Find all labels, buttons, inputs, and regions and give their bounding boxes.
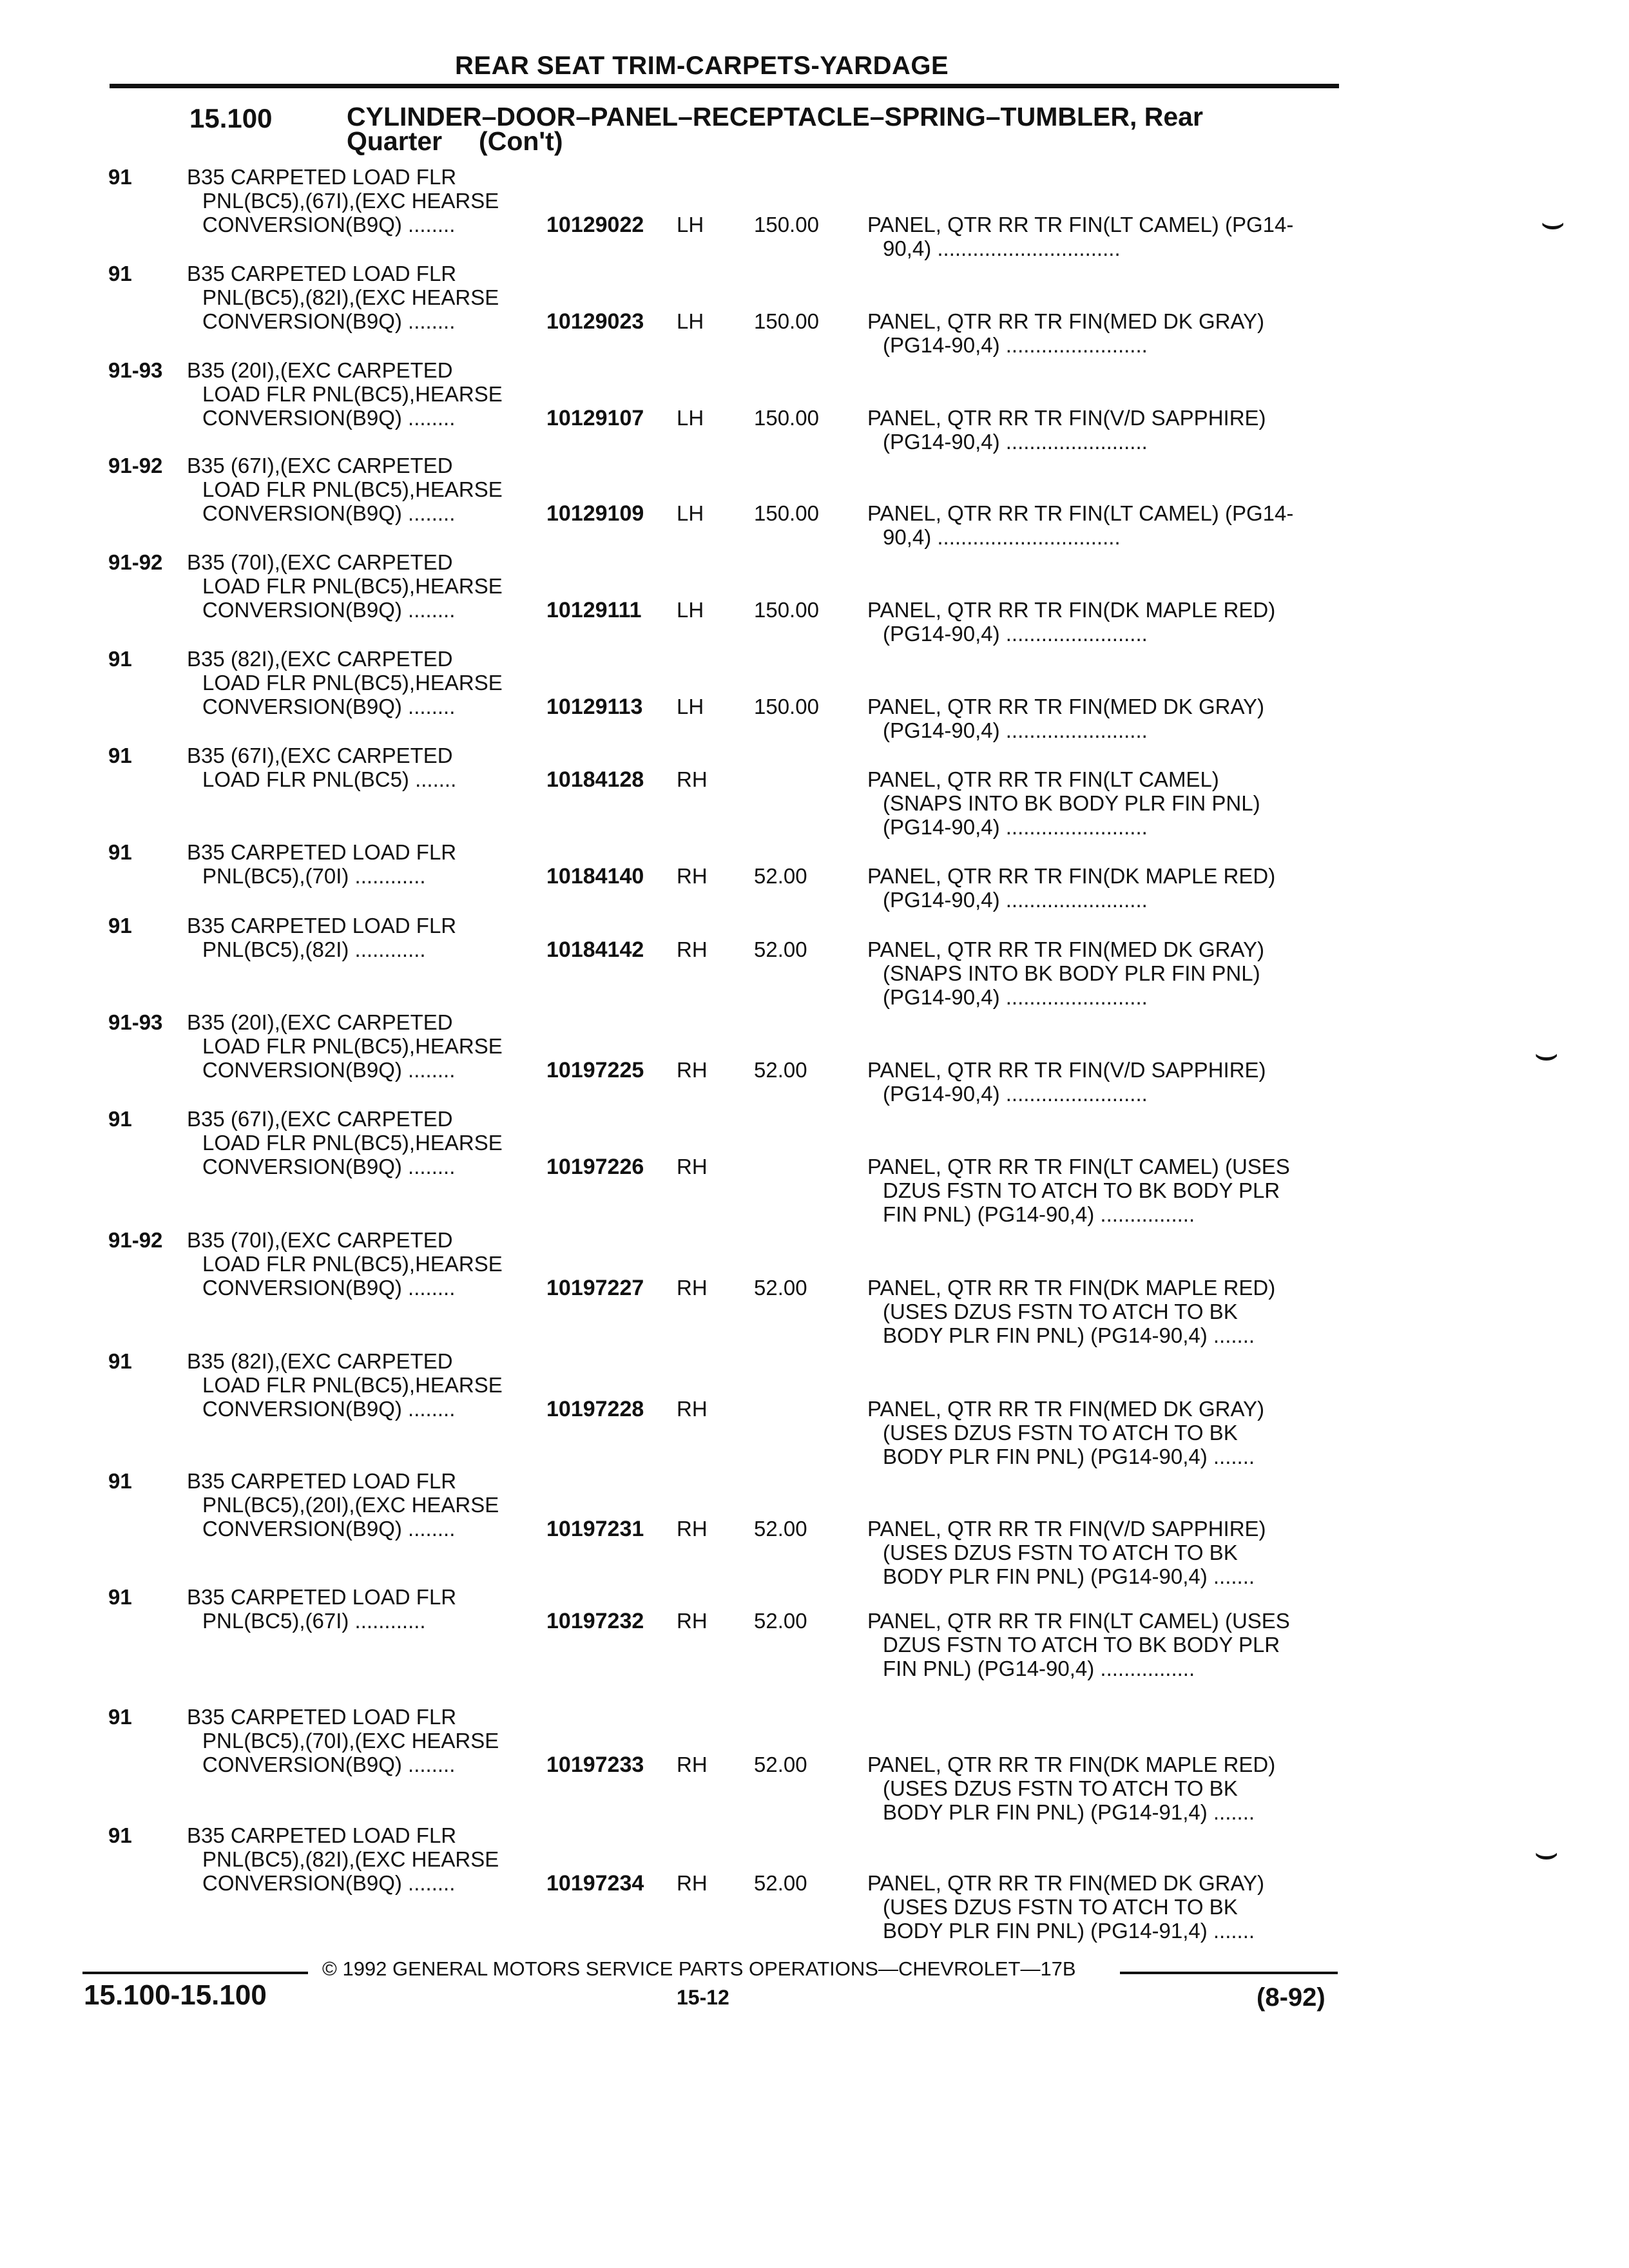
entry-description (187, 1585, 548, 1633)
part-detail-line: (USES DZUS FSTN TO ATCH TO BK (883, 1895, 1238, 1919)
part-detail-line: PANEL, QTR RR TR FIN(LT CAMEL) (PG14- (867, 501, 1294, 525)
part-detail-line: (PG14-90,4) ........................ (883, 1082, 1148, 1106)
part-detail-description (867, 1609, 1344, 1680)
entry-description-line: B35 CARPETED LOAD FLR (187, 914, 457, 937)
entry-year: 91 (108, 647, 132, 671)
entry-description-line: PNL(BC5),(82I),(EXC HEARSE (202, 1847, 499, 1871)
entry-description (187, 165, 548, 236)
price: 150.00 (754, 695, 819, 718)
entry-description-line: B35 (67I),(EXC CARPETED (187, 744, 453, 767)
side-code: RH (677, 864, 708, 888)
entry-description-line: B35 (67I),(EXC CARPETED (187, 1107, 453, 1131)
section-title-line1: CYLINDER–DOOR–PANEL–RECEPTACLE–SPRING–TUMBLER, Rear (347, 102, 1203, 131)
part-detail-line: PANEL, QTR RR TR FIN(MED DK GRAY) (867, 1871, 1265, 1895)
part-detail-line: PANEL, QTR RR TR FIN(LT CAMEL) (USES (867, 1609, 1290, 1633)
part-detail-description (867, 1155, 1344, 1226)
part-number: 10197227 (546, 1276, 644, 1300)
entry-year: 91-93 (108, 358, 163, 382)
part-detail-line: (SNAPS INTO BK BODY PLR FIN PNL) (883, 791, 1260, 815)
part-detail-description (867, 1753, 1344, 1824)
entry-description-line: B35 (70I),(EXC CARPETED (187, 550, 453, 574)
entry-description-line: B35 CARPETED LOAD FLR (187, 165, 457, 189)
side-code: LH (677, 501, 704, 525)
entry-description (187, 1010, 548, 1082)
part-number: 10129113 (546, 695, 643, 719)
part-number: 10184142 (546, 937, 644, 962)
entry-description-line: PNL(BC5),(82I) ............ (202, 937, 426, 961)
part-detail-line: (USES DZUS FSTN TO ATCH TO BK (883, 1300, 1238, 1323)
entry-description (187, 1107, 548, 1178)
entry-year: 91-93 (108, 1010, 163, 1034)
entry-year: 91 (108, 1469, 132, 1493)
side-code: LH (677, 406, 704, 430)
part-detail-line: DZUS FSTN TO ATCH TO BK BODY PLR (883, 1633, 1280, 1657)
entry-description-line: B35 CARPETED LOAD FLR (187, 1469, 457, 1493)
entry-description-line: CONVERSION(B9Q) ........ (202, 598, 456, 622)
entry-description-line: B35 CARPETED LOAD FLR (187, 1705, 457, 1729)
footer-copyright: © 1992 GENERAL MOTORS SERVICE PARTS OPERATIONS—CHEVROLET—17B (322, 1957, 1076, 1980)
price: 150.00 (754, 598, 819, 622)
price: 52.00 (754, 937, 807, 961)
section-title (347, 102, 1313, 156)
entry-description-line: CONVERSION(B9Q) ........ (202, 1753, 456, 1776)
part-number: 10184140 (546, 864, 644, 889)
entry-description-line: CONVERSION(B9Q) ........ (202, 1058, 456, 1082)
price: 52.00 (754, 1753, 807, 1776)
entry-description-line: PNL(BC5),(20I),(EXC HEARSE (202, 1493, 499, 1517)
part-detail-line: BODY PLR FIN PNL) (PG14-90,4) ....... (883, 1323, 1255, 1347)
entry-description-line: CONVERSION(B9Q) ........ (202, 1276, 456, 1300)
entry-description (187, 358, 548, 430)
part-detail-line: (PG14-90,4) ........................ (883, 622, 1148, 646)
side-code: LH (677, 309, 704, 333)
part-number: 10197228 (546, 1397, 644, 1421)
part-detail-line: BODY PLR FIN PNL) (PG14-90,4) ....... (883, 1564, 1255, 1588)
entry-year: 91 (108, 1823, 132, 1847)
entry-description-line: CONVERSION(B9Q) ........ (202, 406, 456, 430)
part-detail-description (867, 406, 1344, 454)
part-detail-line: PANEL, QTR RR TR FIN(DK MAPLE RED) (867, 864, 1276, 888)
entry-description-line: B35 (82I),(EXC CARPETED (187, 647, 453, 671)
entry-year: 91 (108, 1585, 132, 1609)
footer-rule-right (1120, 1972, 1338, 1974)
entry-description-line: PNL(BC5),(70I) ............ (202, 864, 426, 888)
header-rule (110, 84, 1339, 88)
price: 52.00 (754, 864, 807, 888)
entry-description-line: B35 (20I),(EXC CARPETED (187, 358, 453, 382)
section-title-line2: Quarter (Con't) (347, 126, 563, 156)
part-number: 10129111 (546, 598, 642, 622)
entry-description (187, 1705, 548, 1776)
part-detail-line: (PG14-90,4) ........................ (883, 985, 1148, 1009)
part-detail-line: PANEL, QTR RR TR FIN(LT CAMEL) (867, 767, 1219, 791)
entry-year: 91 (108, 1107, 132, 1131)
entry-description (187, 914, 548, 961)
footer-page-number: 15-12 (677, 1986, 729, 2009)
binder-check-mark: ⌣ (1540, 200, 1566, 244)
part-detail-description (867, 1058, 1344, 1106)
entry-description-line: LOAD FLR PNL(BC5),HEARSE (202, 382, 503, 406)
part-detail-line: 90,4) ............................... (883, 525, 1121, 549)
footer-section-range: 15.100-15.100 (84, 1979, 267, 2011)
side-code: RH (677, 1609, 708, 1633)
side-code: RH (677, 1155, 708, 1178)
part-detail-line: PANEL, QTR RR TR FIN(MED DK GRAY) (867, 1397, 1265, 1421)
part-detail-description (867, 1397, 1344, 1468)
entry-description-line: CONVERSION(B9Q) ........ (202, 1155, 456, 1178)
entry-description-line: B35 CARPETED LOAD FLR (187, 840, 457, 864)
side-code: RH (677, 1276, 708, 1300)
part-detail-description (867, 309, 1344, 357)
entry-year: 91 (108, 262, 132, 285)
entry-description-line: PNL(BC5),(67I),(EXC HEARSE (202, 189, 499, 213)
entry-year: 91 (108, 165, 132, 189)
entry-year: 91 (108, 914, 132, 937)
entry-description-line: B35 (20I),(EXC CARPETED (187, 1010, 453, 1034)
part-detail-description (867, 213, 1344, 260)
entry-description-line: CONVERSION(B9Q) ........ (202, 309, 456, 333)
entry-description (187, 744, 548, 791)
part-detail-line: (PG14-90,4) ........................ (883, 430, 1148, 454)
entry-description-line: CONVERSION(B9Q) ........ (202, 501, 456, 525)
part-detail-line: (USES DZUS FSTN TO ATCH TO BK (883, 1776, 1238, 1800)
side-code: RH (677, 937, 708, 961)
price: 150.00 (754, 406, 819, 430)
entry-description-line: LOAD FLR PNL(BC5),HEARSE (202, 1252, 503, 1276)
entry-description-line: CONVERSION(B9Q) ........ (202, 1517, 456, 1541)
part-detail-line: (PG14-90,4) ........................ (883, 888, 1148, 912)
part-detail-line: PANEL, QTR RR TR FIN(V/D SAPPHIRE) (867, 1058, 1266, 1082)
part-detail-description (867, 1871, 1344, 1943)
entry-description-line: LOAD FLR PNL(BC5),HEARSE (202, 671, 503, 695)
part-detail-line: FIN PNL) (PG14-90,4) ................ (883, 1202, 1195, 1226)
part-number: 10197225 (546, 1058, 644, 1082)
part-detail-line: (SNAPS INTO BK BODY PLR FIN PNL) (883, 961, 1260, 985)
price: 150.00 (754, 501, 819, 525)
part-number: 10197234 (546, 1871, 644, 1896)
part-detail-line: BODY PLR FIN PNL) (PG14-90,4) ....... (883, 1445, 1255, 1468)
side-code: RH (677, 1397, 708, 1421)
entry-description (187, 1228, 548, 1300)
entry-description-line: B35 CARPETED LOAD FLR (187, 1823, 457, 1847)
entry-description (187, 647, 548, 718)
part-detail-line: BODY PLR FIN PNL) (PG14-91,4) ....... (883, 1919, 1255, 1943)
side-code: RH (677, 1753, 708, 1776)
price: 52.00 (754, 1871, 807, 1895)
part-detail-line: DZUS FSTN TO ATCH TO BK BODY PLR (883, 1178, 1280, 1202)
side-code: RH (677, 767, 708, 791)
entry-year: 91-92 (108, 454, 163, 477)
part-detail-description (867, 501, 1344, 549)
price: 52.00 (754, 1058, 807, 1082)
side-code: RH (677, 1871, 708, 1895)
part-number: 10129109 (546, 501, 644, 526)
part-detail-line: PANEL, QTR RR TR FIN(DK MAPLE RED) (867, 598, 1276, 622)
part-detail-description (867, 695, 1344, 742)
part-detail-description (867, 937, 1344, 1009)
price: 52.00 (754, 1276, 807, 1300)
entry-description-line: PNL(BC5),(82I),(EXC HEARSE (202, 285, 499, 309)
section-number: 15.100 (189, 103, 273, 133)
side-code: LH (677, 695, 704, 718)
part-detail-line: (PG14-90,4) ........................ (883, 815, 1148, 839)
part-number: 10197233 (546, 1753, 644, 1777)
part-detail-line: PANEL, QTR RR TR FIN(V/D SAPPHIRE) (867, 406, 1266, 430)
entry-year: 91-92 (108, 550, 163, 574)
entry-description (187, 550, 548, 622)
part-detail-line: (PG14-90,4) ........................ (883, 718, 1148, 742)
part-detail-line: PANEL, QTR RR TR FIN(MED DK GRAY) (867, 937, 1265, 961)
entry-description-line: LOAD FLR PNL(BC5),HEARSE (202, 1373, 503, 1397)
entry-description-line: LOAD FLR PNL(BC5),HEARSE (202, 574, 503, 598)
part-detail-line: PANEL, QTR RR TR FIN(LT CAMEL) (PG14- (867, 213, 1294, 236)
binder-check-mark: ⌣ (1534, 1831, 1559, 1874)
part-detail-description (867, 864, 1344, 912)
entry-description-line: CONVERSION(B9Q) ........ (202, 695, 456, 718)
entry-year: 91 (108, 1705, 132, 1729)
part-detail-line: PANEL, QTR RR TR FIN(LT CAMEL) (USES (867, 1155, 1290, 1178)
part-number: 10129022 (546, 213, 644, 237)
side-code: RH (677, 1517, 708, 1541)
entry-description-line: CONVERSION(B9Q) ........ (202, 1871, 456, 1895)
entry-description (187, 840, 548, 888)
part-detail-line: (PG14-90,4) ........................ (883, 333, 1148, 357)
entry-description-line: B35 (70I),(EXC CARPETED (187, 1228, 453, 1252)
part-detail-description (867, 1517, 1344, 1588)
entry-description-line: LOAD FLR PNL(BC5),HEARSE (202, 1131, 503, 1155)
part-detail-line: BODY PLR FIN PNL) (PG14-91,4) ....... (883, 1800, 1255, 1824)
side-code: LH (677, 213, 704, 236)
entry-description-line: LOAD FLR PNL(BC5),HEARSE (202, 1034, 503, 1058)
part-number: 10197231 (546, 1517, 644, 1541)
part-number: 10129023 (546, 309, 644, 334)
footer-date-code: (8-92) (1257, 1983, 1325, 2012)
part-detail-line: PANEL, QTR RR TR FIN(DK MAPLE RED) (867, 1276, 1276, 1300)
part-detail-line: PANEL, QTR RR TR FIN(MED DK GRAY) (867, 695, 1265, 718)
part-detail-line: (USES DZUS FSTN TO ATCH TO BK (883, 1421, 1238, 1445)
entry-description-line: B35 (82I),(EXC CARPETED (187, 1349, 453, 1373)
part-number: 10197232 (546, 1609, 644, 1633)
part-detail-description (867, 598, 1344, 646)
page-title: REAR SEAT TRIM-CARPETS-YARDAGE (455, 52, 949, 80)
entry-description-line: LOAD FLR PNL(BC5),HEARSE (202, 477, 503, 501)
entry-description-line: CONVERSION(B9Q) ........ (202, 1397, 456, 1421)
part-detail-line: PANEL, QTR RR TR FIN(MED DK GRAY) (867, 309, 1265, 333)
part-detail-description (867, 1276, 1344, 1347)
part-detail-line: 90,4) ............................... (883, 236, 1121, 260)
price: 52.00 (754, 1609, 807, 1633)
entry-description (187, 262, 548, 333)
part-detail-description (867, 767, 1344, 839)
entry-year: 91-92 (108, 1228, 163, 1252)
side-code: RH (677, 1058, 708, 1082)
part-detail-line: (USES DZUS FSTN TO ATCH TO BK (883, 1541, 1238, 1564)
entry-year: 91 (108, 840, 132, 864)
price: 52.00 (754, 1517, 807, 1541)
entry-description-line: CONVERSION(B9Q) ........ (202, 213, 456, 236)
entry-description-line: PNL(BC5),(67I) ............ (202, 1609, 426, 1633)
side-code: LH (677, 598, 704, 622)
entry-description (187, 1469, 548, 1541)
entry-description-line: B35 CARPETED LOAD FLR (187, 1585, 457, 1609)
part-detail-line: PANEL, QTR RR TR FIN(V/D SAPPHIRE) (867, 1517, 1266, 1541)
part-detail-line: FIN PNL) (PG14-90,4) ................ (883, 1657, 1195, 1680)
binder-check-mark: ⌣ (1534, 1032, 1559, 1075)
entry-description (187, 1349, 548, 1421)
entry-description-line: B35 (67I),(EXC CARPETED (187, 454, 453, 477)
entry-year: 91 (108, 744, 132, 767)
entry-description-line: PNL(BC5),(70I),(EXC HEARSE (202, 1729, 499, 1753)
price: 150.00 (754, 309, 819, 333)
part-number: 10129107 (546, 406, 644, 430)
part-number: 10184128 (546, 767, 644, 792)
entry-description (187, 1823, 548, 1895)
entry-year: 91 (108, 1349, 132, 1373)
footer-rule-left (82, 1972, 308, 1974)
entry-description (187, 454, 548, 525)
part-detail-line: PANEL, QTR RR TR FIN(DK MAPLE RED) (867, 1753, 1276, 1776)
entry-description-line: B35 CARPETED LOAD FLR (187, 262, 457, 285)
entry-description-line: LOAD FLR PNL(BC5) ....... (202, 767, 457, 791)
part-number: 10197226 (546, 1155, 644, 1179)
price: 150.00 (754, 213, 819, 236)
